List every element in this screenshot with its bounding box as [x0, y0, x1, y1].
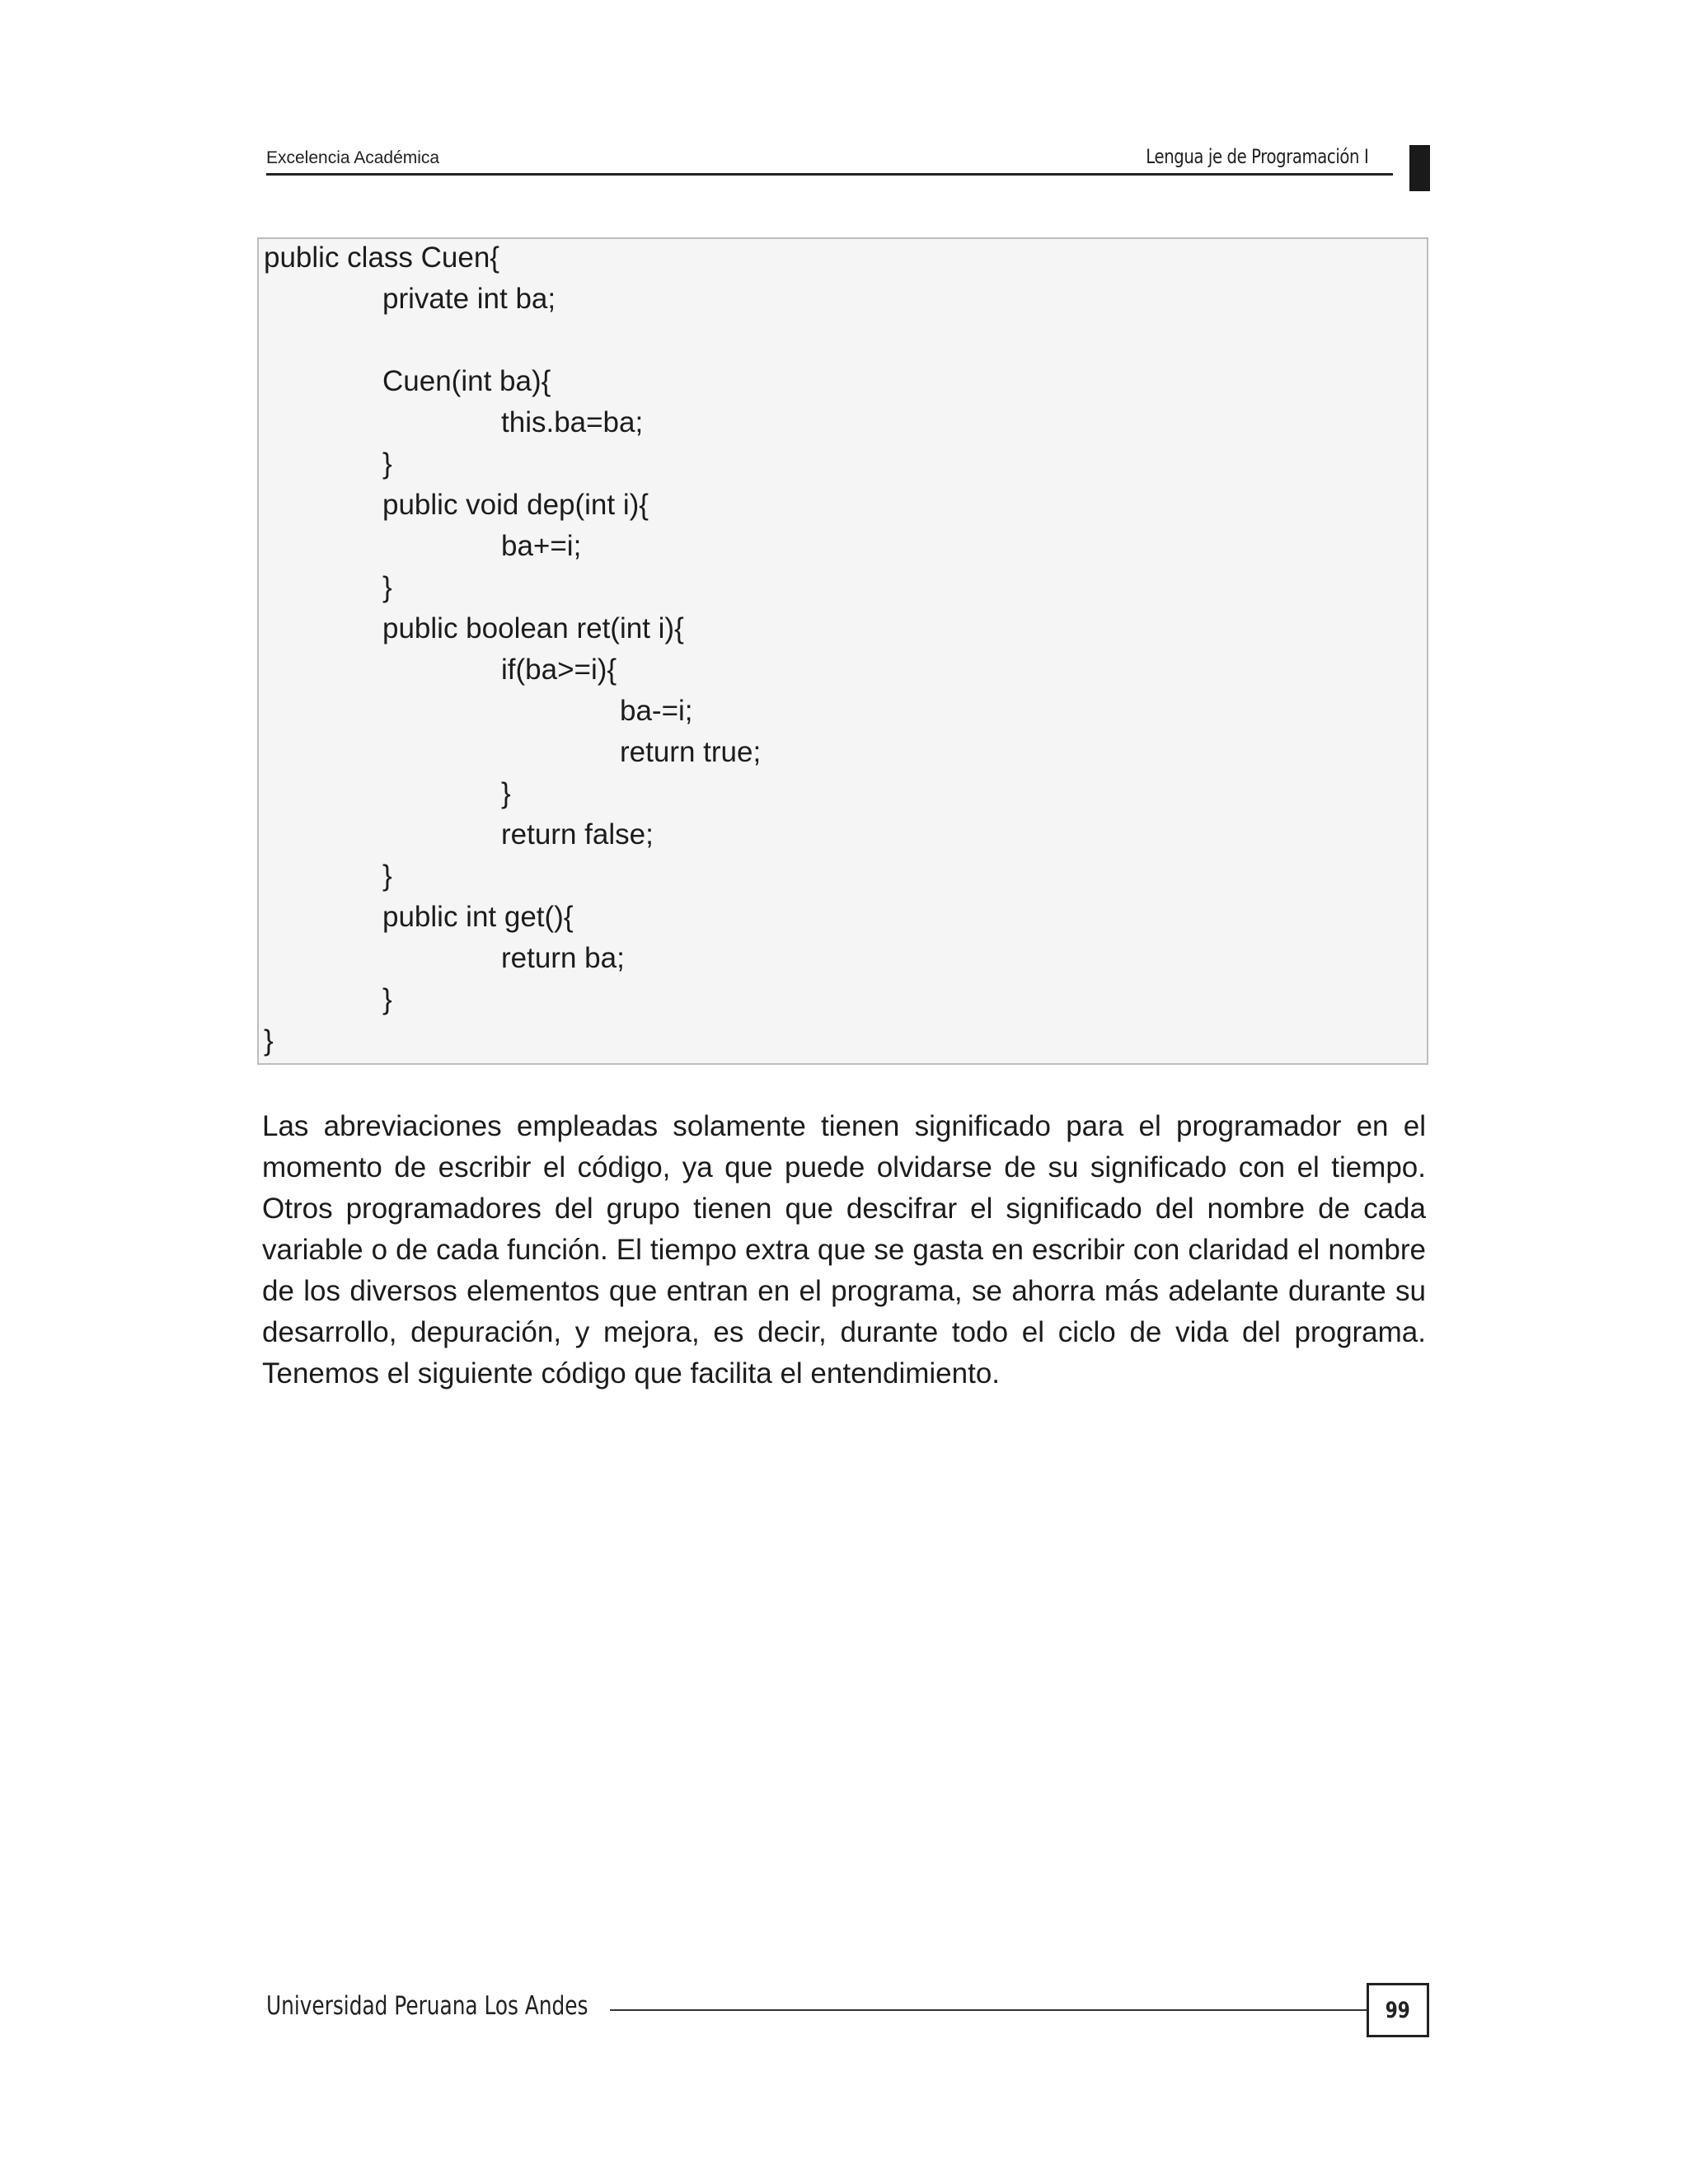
code-line: Cuen(int ba){ [382, 365, 551, 397]
footer-university: Universidad Peruana Los Andes [266, 1991, 588, 2021]
code-line: if(ba>=i){ [501, 654, 617, 686]
paragraph-line: momento de escribir el código, ya que puede olvidarse de su significado con el tiempo. [262, 1151, 1426, 1183]
page-header [266, 145, 1393, 175]
header-left-text: Excelencia Académica [266, 148, 440, 167]
paragraph-line: Tenemos el siguiente código que facilita el entendimiento. [262, 1357, 1001, 1390]
code-line: } [264, 1024, 274, 1057]
body-paragraph [262, 1106, 1426, 1394]
footer-rule [610, 2009, 1367, 2011]
page-number-box [1367, 1983, 1429, 2037]
paragraph-line: Otros programadores del grupo tienen que descifrar el significado del nombre de cada [262, 1193, 1426, 1225]
paragraph-line: Las abreviaciones empleadas solamente tienen significado para el programador en el [262, 1110, 1426, 1142]
code-line: this.ba=ba; [501, 406, 644, 438]
code-line: public class Cuen{ [264, 241, 499, 274]
page-number: 99 [1385, 1997, 1411, 2023]
code-line: ba+=i; [501, 530, 582, 562]
code-line: return ba; [501, 942, 625, 974]
code-line: private int ba; [382, 283, 556, 315]
code-line: } [382, 860, 392, 892]
paragraph-line: de los diversos elementos que entran en el programa, se ahorra más adelante durante su [262, 1275, 1426, 1307]
header-rule [266, 173, 1393, 176]
header-course-title: Lengua je de Programación I [1145, 145, 1368, 168]
paragraph-line: variable o de cada función. El tiempo extra que se gasta en escribir con claridad el nombre [262, 1234, 1426, 1266]
code-line: } [382, 571, 392, 603]
paragraph-line: desarrollo, depuración, y mejora, es decir, durante todo el ciclo de vida del programa. [262, 1316, 1426, 1348]
code-line: } [382, 448, 392, 480]
code-line: return true; [620, 736, 762, 768]
code-line: public int get(){ [382, 901, 574, 933]
code-line: ba-=i; [620, 695, 693, 727]
code-line: public void dep(int i){ [382, 489, 649, 521]
header-tab-marker [1409, 145, 1430, 191]
code-line: } [501, 777, 511, 809]
code-block [257, 237, 1428, 1065]
code-line: return false; [501, 818, 654, 851]
code-line: } [382, 983, 392, 1015]
code-line: public boolean ret(int i){ [382, 612, 684, 644]
